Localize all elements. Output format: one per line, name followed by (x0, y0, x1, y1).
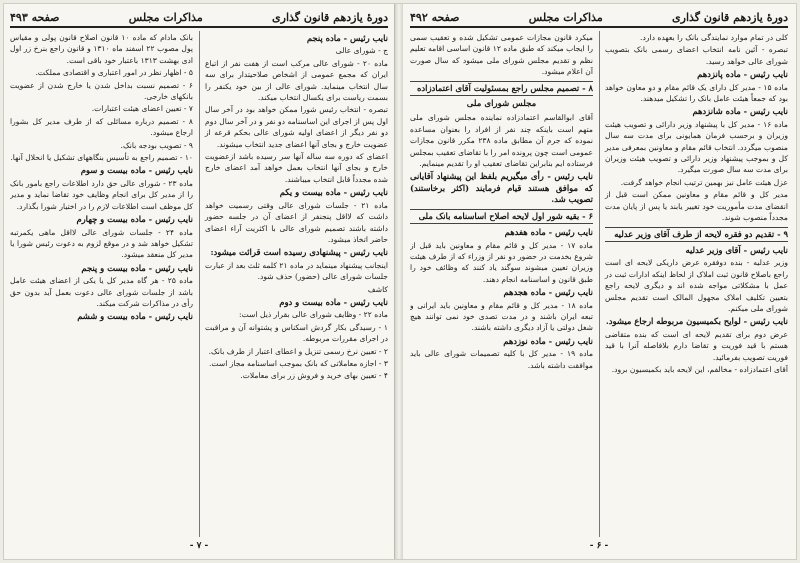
article-paragraph: ۱ - رسیدگی بکار گردش اسکناس و پشتوانه آن و مراقبت در اجرای مقررات مربوطه. (205, 322, 388, 344)
left-page-column-right (199, 31, 388, 537)
right-header-page-label: صفحه ۴۹۲ (410, 10, 460, 24)
speaker-line: نایب رئیس - ماده بیست و پنجم (81, 262, 193, 273)
article-paragraph: ماده ۱۵ - مدیر کل دارای یک قائم مقام و دو معاون خواهد بود که جمعاً هیئت عامل بانک را تشکیل میدهند. (605, 82, 788, 104)
article-paragraph: وزیر عدلیه - بنده دوفقره عرض داریکی لایحه ای است راجع باصلاح قانون ثبت املاک از لحاظ اینکه ادارات ثبت در عمل با مشکلاتی مواجه شده اند و دیگری لایحه راجع بتعیین تکلیف املاک مجهول المالک است تقدیم مجلس شورای ملی میکنم. (605, 258, 788, 313)
right-header-title: دورهٔ یازدهم قانون گذاری (672, 10, 788, 24)
article-paragraph: میکرد قانون مجازات عمومی تشکیل شده و تعقیب سمی را ایجاب میکند که طبق ماده ۱۲ قانون اساسی اقامه تعلیم نظم و تقدیم مجلس شورای ملی میشود که سال صورت آن اعلام میشود. (410, 33, 593, 77)
article-paragraph: ماده ۲۴ - جلسات شورای عالی لااقل ماهی یکمرتبه تشکیل خواهد شد و در موقع لزوم به دعوت رئیس شورا یا مدیر کل منعقد میشود. (10, 227, 193, 260)
speaker-line: نایب رئیس - ماده بیست و یکم (279, 187, 388, 198)
right-page-column-right (599, 31, 788, 537)
speaker-line: نایب رئیس - لوایح بکمیسیون مربوطه ارجاع میشود. (605, 316, 788, 327)
speaker-line: نایب رئیس - پیشنهادی رسیده است قرائت میشود: (210, 247, 388, 258)
left-page (4, 4, 395, 559)
right-page-column-left (410, 31, 593, 537)
book-spread (4, 4, 796, 559)
right-page-header (410, 8, 788, 28)
article-paragraph: ۹ - تصویب بودجه بانک. (120, 140, 193, 150)
article-paragraph: ماده ۲۳ - شورای عالی حق دارد اطلاعات راجع بامور بانک را از مدیر کل برای انجام وظایف خود تقاضا نماید و مدیر کل موظف است اطلاعات لازم را در اختیار شورا بگذارد. (10, 178, 193, 211)
speaker-line: نایب رئیس - ماده بیست و ششم (77, 311, 193, 322)
article-paragraph: ماده ۱۷ - مدیر کل و قائم مقام و معاونین باید قبل از شروع بخدمت در حضور دو نفر از وزراء که از طرف هیئت وزیران تعیین میشوند سوگند یاد کنند که وظائف خود را طبق قانون و اساسنامه انجام دهند. (410, 240, 593, 284)
article-paragraph: ج - شورای عالی (335, 46, 388, 56)
article-paragraph: آقای ابوالقاسم اعتمادزاده نماینده مجلس شورای ملی متهم است باینکه چند نفر از افراد را بعنوان مساعده نموده که جرم آن مطابق ماده ۲۳۸ مکرر قانون مجازات عمومی است چون پرونده امر را با تقاضای تعقیب بمجلس فرستاده ایم بنابراین تقاضای تعقیب او را تقدیم مینمایم. (410, 113, 593, 169)
speaker-line: نایب رئیس - ماده شانزدهم (692, 106, 788, 117)
speaker-line: نایب رئیس - ماده بیست و دوم (279, 296, 388, 307)
left-page-column-left (10, 31, 193, 537)
speaker-line: نایب رئیس - ماده هجدهم (503, 287, 593, 298)
article-paragraph: ۸ - تصمیم درباره مسائلی که از طرف مدیر کل بشورا ارجاع میشود. (10, 116, 193, 138)
article-paragraph: عزل هیئت عامل نیز بهمین ترتیب انجام خواهد گرفت. (620, 177, 788, 187)
speaker-line: نایب رئیس - ماده پنجم (306, 33, 388, 43)
left-page-number: - ۷ - (189, 541, 209, 551)
article-paragraph: ماده ۲۲ - وظایف شورای عالی بقرار ذیل است: (239, 310, 388, 320)
article-paragraph: اعضای که دوره سه ساله آنها سر رسیده باشد ازعضویت خارج و بجای آنها انتخاب بعمل خواهد آمد اعضای خارج شده مجدداً قابل انتخاب میباشند. (205, 152, 388, 184)
article-paragraph: ۴ - تعیین بهای خرید و فروش زر برای معاملات. (240, 371, 388, 381)
speaker-line: نایب رئیس - ماده پانزدهم (697, 69, 788, 80)
left-header-subtitle: مذاکرات مجلس (128, 10, 203, 24)
article-paragraph: ماده ۱۸ - مدیر کل و قائم مقام و معاونین باید ایرانی و تبعه ایران باشند و در مدت تصدی خود نمی توانند هیچ شغل دولتی یا آزاد دیگری داشته باشند. (410, 300, 593, 333)
article-paragraph: ۵ - اظهار نظر در امور اعتباری و اقتصادی مملکت. (35, 68, 193, 78)
heading: مجلس شورای ملی (466, 99, 537, 110)
right-header-subtitle: مذاکرات مجلس (528, 10, 603, 24)
article-paragraph: ۷ - تعیین اعضای هیئت اعتبارات. (91, 104, 193, 114)
article-paragraph: ۳ - اجازه معاملاتی که بانک بموجب اساسنامه مجاز است. (208, 358, 388, 368)
speaker-line: نایب رئیس - ماده هفدهم (504, 227, 593, 238)
article-paragraph: تبصره - انتخاب رئیس شورا ممکن خواهد بود در آخر سال اول پس از اجرای این اساسنامه دو نفر و در آخر سال دوم دو نفر دیگر از اعضای اولیه شورای عالی بحکم قرعه از عضویت خارج و بجای آنها اعضای جدید انتخاب میشوند. (205, 105, 388, 149)
article-paragraph: ماده ۱۶ - مدیر کل با پیشنهاد وزیر دارائی و تصویب هیئت وزیران و برحسب فرمان همایونی برای مدت سه سال منصوب میگردد. انتخاب قائم مقام و معاونین بمعرفی مدیر کل و بموجب پیشنهاد وزیر دارائی و تصویب هیئت وزیران برای مدت سه سال صورت میگیرد. (605, 119, 788, 175)
article-paragraph: کاشف (367, 284, 388, 294)
speaker-line: نایب رئیس - ماده بیست و چهارم (76, 214, 193, 225)
article-paragraph: عرض دوم برای تقدیم لایحه ای است که بنده متقاضی هستم با قید فوریت و تقاضا دارم بلافاصله آنرا با قید فوریت تصویب بفرمائید. (605, 329, 788, 362)
left-header-page-label: صفحه ۴۹۳ (10, 10, 60, 24)
article-paragraph: مدیر کل و قائم مقام و معاونین ممکن است قبل از انقضای مدت مأموریت خود تغییر یابند یا پس از پایان مدت مجدداً منصوب شوند. (605, 190, 788, 223)
section-heading: ۹ - تقدیم دو فقره لایحه از طرف آقای وزیر عدلیه (605, 227, 788, 242)
article-paragraph: آقای اعتمادزاده - مخالفم، این لایحه باید بکمیسیون برود. (611, 364, 788, 374)
speaker-line: نایب رئیس - ماده بیست و سوم (80, 165, 193, 176)
right-page-number: - ۶ - (589, 541, 609, 551)
article-paragraph: ماده ۲۱ - جلسات شورای عالی وقتی رسمیت خواهد داشت که لااقل پنجنفر از اعضای آن در جلسه حضور داشته باشند تصمیم شورای عالی با اکثریت آراء اعضای حاضر اتخاذ میشود. (205, 200, 388, 244)
section-heading: ۶ - بقیه شور اول لایحه اصلاح اساسنامه بانک ملی (410, 209, 593, 224)
book-gutter (395, 4, 403, 559)
article-paragraph: ۱۰ - تصمیم راجع به تأسیس بنگاههای تشکیل یا انحلال آنها. (10, 153, 193, 163)
article-paragraph: اینجانب پیشنهاد مینماید در ماده ۲۱ کلمه ثلث بعد از عبارت جلسات شورای عالی (حضور) حذف شود. (205, 260, 388, 282)
speaker-line: نایب رئیس - ماده نوزدهم (503, 335, 593, 346)
left-header-title: دورهٔ یازدهم قانون گذاری (272, 10, 388, 24)
article-paragraph: ۲ - تعیین نرخ رسمی تنزیل و اعطای اعتبار از طرف بانک. (208, 346, 388, 356)
speaker-line: نایب رئیس - رأی میگیریم بلفظ این پیشنهاد آقایانی که موافق هستند قیام فرمایند (اکثر برخاستند) تصویب شد. (410, 171, 593, 205)
article-paragraph: کلی در تمام موارد نمایندگی بانک را بعهده دارد. (640, 33, 788, 42)
section-heading: ۸ - تصمیم مجلس راجع بمسئولیت آقای اعتمادزاده (410, 81, 593, 96)
article-paragraph: ۶ - تصمیم نسبت بداخل شدن یا خارج شدن از عضویت بانکهای خارجی. (10, 80, 193, 102)
article-paragraph: ماده ۲۵ - هر گاه مدیر کل یا یکی از اعضای هیئت عامل باشد از جلسات شورای عالی دعوت بعمل آید بدون حق رأی در مذاکرات شرکت میکند. (10, 276, 193, 308)
article-paragraph: بانک مادام که ماده ۱۰ قانون اصلاح قانون پولی و مقیاس پول مصوب ۲۲ اسفند ماه ۱۳۱۰ و قانون راجع بنرخ زر اول ادی بهشت ۱۳۱۳ باعتبار خود باقی است. (10, 33, 193, 65)
article-paragraph: ماده ۱۹ - مدیر کل با کلیه تصمیمات شورای عالی باید موافقت داشته باشد. (410, 349, 593, 370)
article-paragraph: ماده ۲۰ - شورای عالی مرکب است از هفت نفر از اتباع ایران که مجمع عمومی از اشخاص صلاحیتدار برای سه سال انتخاب مینماید. شورای عالی از بین خود یکنفر را بسمت ریاست برای یکسال انتخاب میکند. (205, 58, 388, 103)
left-page-header (10, 8, 388, 28)
speaker-line: نایب رئیس - آقای وزیر عدلیه (685, 244, 788, 255)
right-page (404, 4, 794, 559)
article-paragraph: تبصره - آئین نامه انتخاب اعضای رسمی بانک بتصویب شورای عالی خواهد رسید. (605, 45, 788, 66)
